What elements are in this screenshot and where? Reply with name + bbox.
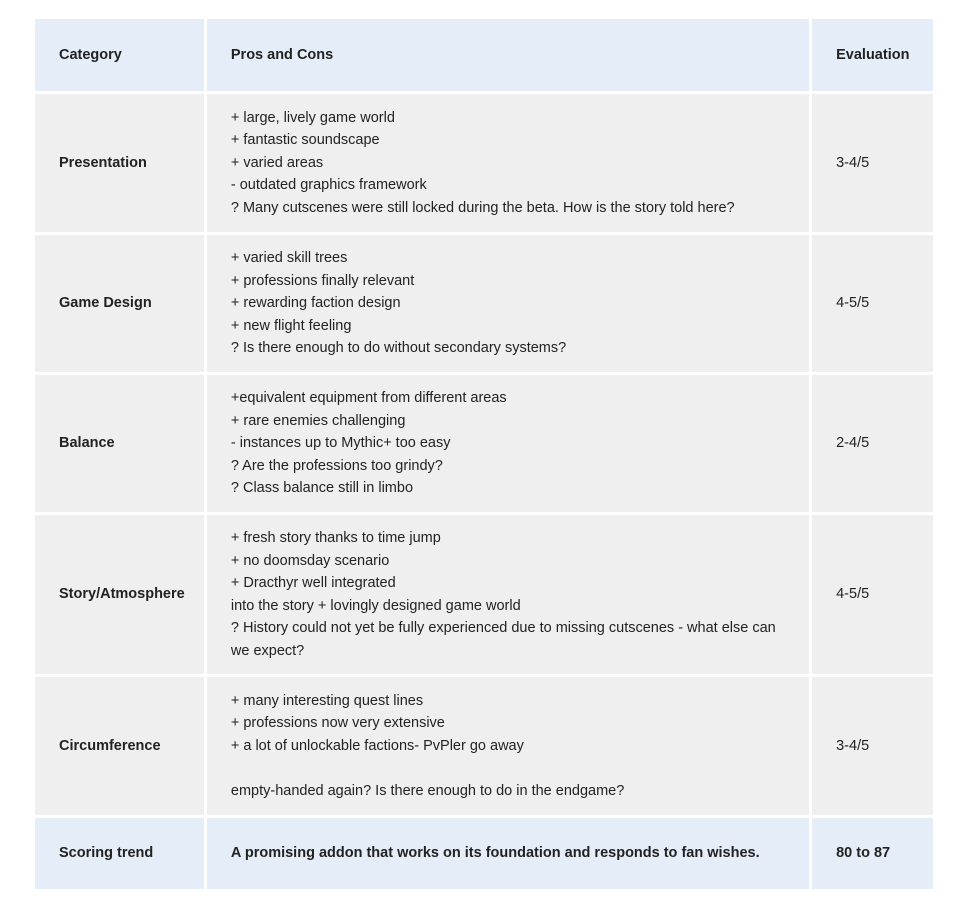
footer-category: Scoring trend — [35, 818, 204, 889]
row-pros-cons — [207, 235, 809, 372]
pros-cons-line: + rewarding faction design — [230, 295, 401, 312]
pros-cons-line: + a lot of unlockable factions- PvPler go away — [230, 737, 524, 754]
pros-cons-line: ? Many cutscenes were still locked during the beta. How is the story told here? — [230, 199, 735, 216]
pros-cons-line: + Dracthyr well integrated — [230, 575, 396, 591]
row-category: Presentation — [35, 94, 204, 232]
pros-cons-line: + new flight feeling — [230, 317, 352, 334]
row-evaluation: 4-5/5 — [812, 235, 933, 372]
review-table — [32, 16, 936, 892]
pros-cons-line: ? History could not yet be fully experienced due to missing cutscenes - what else can we expect? — [230, 620, 776, 659]
row-evaluation: 3-4/5 — [812, 94, 933, 232]
table-row — [35, 94, 933, 232]
pros-cons-line: + varied skill trees — [230, 250, 348, 267]
pros-cons-line: + fresh story thanks to time jump — [230, 530, 441, 546]
header-evaluation: Evaluation — [812, 19, 933, 91]
scoring-trend-row — [35, 818, 933, 889]
pros-cons-line: +equivalent equipment from different areas — [230, 390, 507, 407]
row-evaluation: 3-4/5 — [812, 677, 933, 815]
pros-cons-line: - outdated graphics framework — [230, 177, 427, 194]
row-pros-cons — [207, 677, 809, 815]
pros-cons-line: ? Is there enough to do without secondary systems? — [230, 340, 567, 357]
table-header-row — [35, 19, 933, 91]
pros-cons-line: + no doomsday scenario — [230, 552, 390, 569]
footer-summary: A promising addon that works on its foundation and responds to fan wishes. — [207, 818, 809, 889]
pros-cons-line: ? Class balance still in limbo — [230, 480, 414, 497]
row-pros-cons — [207, 515, 809, 674]
row-pros-cons — [207, 94, 809, 232]
table-row — [35, 677, 933, 815]
pros-cons-line: + varied areas — [230, 154, 324, 171]
table-row — [35, 375, 933, 512]
pros-cons-line — [231, 757, 789, 780]
header-category: Category — [35, 19, 204, 91]
header-pros-cons: Pros and Cons — [207, 19, 809, 91]
row-category: Game Design — [35, 235, 204, 372]
pros-cons-line: + professions finally relevant — [230, 272, 415, 289]
footer-evaluation: 80 to 87 — [812, 818, 933, 889]
pros-cons-line: + many interesting quest lines — [230, 692, 424, 709]
row-evaluation: 4-5/5 — [812, 515, 933, 674]
pros-cons-line: + rare enemies challenging — [230, 412, 406, 429]
row-evaluation: 2-4/5 — [812, 375, 933, 512]
row-category: Balance — [35, 375, 204, 512]
table-row — [35, 235, 933, 372]
row-pros-cons — [207, 375, 809, 512]
pros-cons-line: empty-handed again? Is there enough to do in the endgame? — [230, 782, 625, 799]
pros-cons-line: + large, lively game world — [230, 109, 395, 126]
pros-cons-line: + fantastic soundscape — [230, 132, 380, 149]
row-category: Story/Atmosphere — [35, 515, 204, 674]
pros-cons-line: ? Are the professions too grindy? — [230, 457, 443, 474]
row-category: Circumference — [35, 677, 204, 815]
pros-cons-line: into the story + lovingly designed game world — [230, 597, 521, 614]
pros-cons-line: + professions now very extensive — [230, 715, 445, 732]
table-row — [35, 515, 933, 674]
pros-cons-line: - instances up to Mythic+ too easy — [230, 435, 451, 452]
